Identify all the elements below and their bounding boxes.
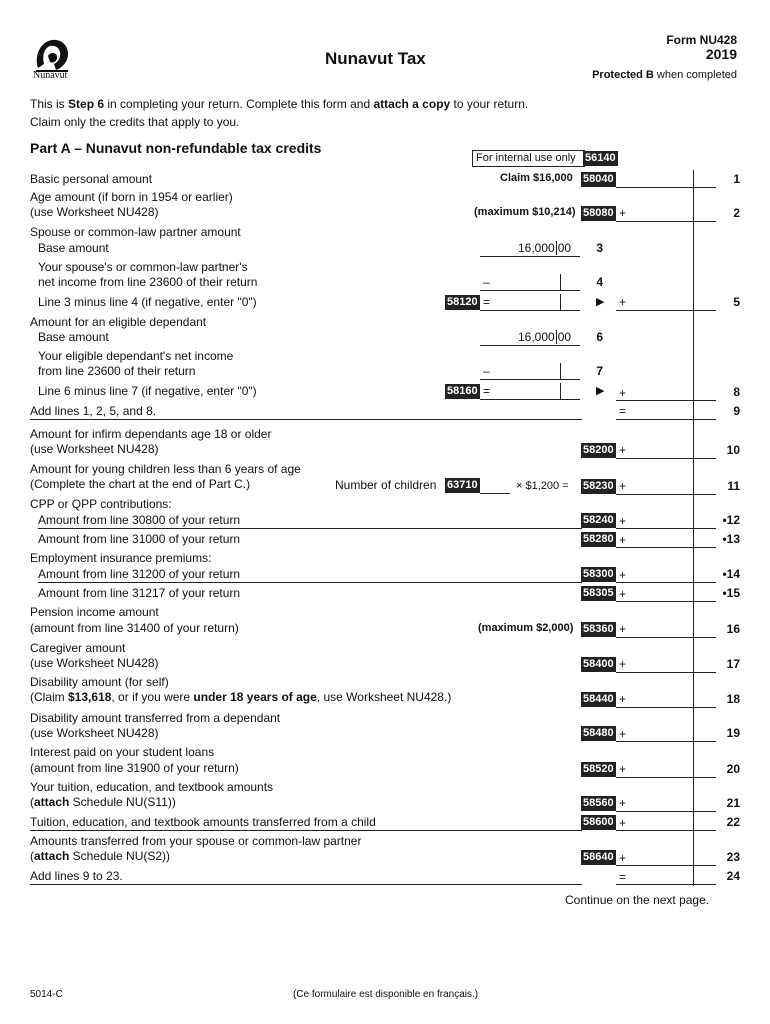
row21-line <box>616 811 716 812</box>
internal-use-code: 56140 <box>585 152 616 164</box>
row23-plus: + <box>619 851 627 865</box>
row1-claim: Claim $16,000 <box>500 172 573 184</box>
row11-children-field[interactable] <box>480 493 510 494</box>
row16-num: 16 <box>726 622 740 636</box>
row11-line <box>616 494 716 495</box>
row15-plus: + <box>619 587 627 601</box>
row12-label: Amount from line 30800 of your return <box>38 513 241 527</box>
row24-line <box>616 884 716 885</box>
row8-line <box>616 400 716 401</box>
row4-label-1: Your spouse's or common-law partner's <box>38 260 248 274</box>
row2-plus: + <box>619 206 627 220</box>
row7-minus: – <box>483 364 490 378</box>
row2-label-1: Age amount (if born in 1954 or earlier) <box>30 190 233 204</box>
row15-num: •15 <box>722 586 740 600</box>
row21-label-2: (attach Schedule NU(S11)) <box>30 795 176 809</box>
row18-label-1: Disability amount (for self) <box>30 675 169 689</box>
row17-num: 17 <box>726 657 740 671</box>
row7-label-2: from line 23600 of their return <box>38 364 196 378</box>
row18-label-2: (Claim $13,618, or if you were under 18 years of age, use Worksheet NU428.) <box>30 690 452 704</box>
row14-label: Amount from line 31200 of your return <box>38 567 241 581</box>
row12-plus: + <box>619 514 627 528</box>
row19-plus: + <box>619 727 627 741</box>
row1-num: 1 <box>733 172 740 186</box>
row8-cents-divider <box>560 383 561 399</box>
row1-label: Basic personal amount <box>30 172 153 186</box>
row1-line <box>616 187 716 188</box>
row24-label: Add lines 9 to 23. <box>30 869 123 883</box>
row19-code: 58480 <box>583 727 614 739</box>
row18-num: 18 <box>726 692 740 706</box>
row21-code: 58560 <box>583 797 614 809</box>
row23-line <box>616 865 716 866</box>
french-note: (Ce formulaire est disponible en français.) <box>293 989 479 1000</box>
row9-separator <box>30 419 582 420</box>
row5-code: 58120 <box>447 296 478 308</box>
row9-equals: = <box>619 404 627 418</box>
row9-num: 9 <box>733 404 740 418</box>
row2-num: 2 <box>733 206 740 220</box>
row8-equals: = <box>483 384 491 398</box>
row17-code: 58400 <box>583 658 614 670</box>
row6-value: 16,000 00 <box>518 330 572 344</box>
row8-arrow-icon: ▶ <box>596 385 605 397</box>
row4-minus: – <box>483 275 490 289</box>
row8-label: Line 6 minus line 7 (if negative, enter "0") <box>38 384 257 398</box>
row7-line <box>480 379 580 380</box>
row5-arrow-icon: ▶ <box>596 296 605 308</box>
row11-code: 58230 <box>583 480 614 492</box>
row8-num: 8 <box>733 385 740 399</box>
row2-label-2: (use Worksheet NU428) <box>30 205 159 219</box>
row3-num: 3 <box>596 241 603 255</box>
row19-label-1: Disability amount transferred from a dependant <box>30 711 281 725</box>
row16-label-1: Pension income amount <box>30 605 159 619</box>
row13-label: Amount from line 31000 of your return <box>38 532 241 546</box>
row10-label-1: Amount for infirm dependants age 18 or older <box>30 427 272 441</box>
row15-line <box>616 601 716 602</box>
form-id: Form NU428 <box>666 33 737 47</box>
row16-line <box>616 637 716 638</box>
row23-num: 23 <box>726 850 740 864</box>
row14-code: 58300 <box>583 568 614 580</box>
row10-label-2: (use Worksheet NU428) <box>30 442 159 456</box>
row5-line <box>616 310 716 311</box>
row7-cents-divider <box>560 363 561 379</box>
page-title: Nunavut Tax <box>325 49 426 68</box>
row14-separator <box>38 582 582 583</box>
row6-line <box>480 345 580 346</box>
row13-code: 58280 <box>583 533 614 545</box>
row1-code: 58040 <box>583 173 614 185</box>
row20-label-2: (amount from line 31900 of your return) <box>30 761 239 775</box>
row10-plus: + <box>619 443 627 457</box>
row4-label-2: net income from line 23600 of their return <box>38 275 258 289</box>
row20-line <box>616 777 716 778</box>
row21-num: 21 <box>726 796 740 810</box>
row18-plus: + <box>619 692 627 706</box>
row20-label-1: Interest paid on your student loans <box>30 745 215 759</box>
protected-status: Protected B when completed <box>592 69 737 81</box>
intro-line-2: Claim only the credits that apply to you. <box>30 115 240 129</box>
internal-use-label: For internal use only <box>472 150 585 167</box>
row22-plus: + <box>619 816 627 830</box>
intro-line-1: This is Step 6 in completing your return. Complete this form and attach a copy to your return. <box>30 97 529 111</box>
row21-plus: + <box>619 796 627 810</box>
row3-value: 16,000 00 <box>518 241 572 255</box>
cpp-heading: CPP or QPP contributions: <box>30 497 172 511</box>
row24-equals: = <box>619 870 627 884</box>
row14-line <box>616 582 716 583</box>
dependant-heading: Amount for an eligible dependant <box>30 315 207 329</box>
row8-plus: + <box>619 386 627 400</box>
row22-num: 22 <box>726 815 740 829</box>
row5-cents-divider <box>560 294 561 310</box>
row24-num: 24 <box>726 869 740 883</box>
row17-label-1: Caregiver amount <box>30 641 126 655</box>
continue-note: Continue on the next page. <box>565 893 710 907</box>
row19-num: 19 <box>726 726 740 740</box>
row5-label: Line 3 minus line 4 (if negative, enter "0") <box>38 295 257 309</box>
row11-children-label: Number of children <box>335 478 437 492</box>
part-a-title: Part A – Nunavut non-refundable tax credits <box>30 140 322 156</box>
row23-label-2: (attach Schedule NU(S2)) <box>30 849 171 863</box>
row16-max: (maximum $2,000) <box>478 622 574 634</box>
row13-line <box>616 547 716 548</box>
row15-label: Amount from line 31217 of your return <box>38 586 241 600</box>
row5-num: 5 <box>733 295 740 309</box>
row19-label-2: (use Worksheet NU428) <box>30 726 159 740</box>
row11-child-code: 63710 <box>447 479 478 491</box>
row22-code: 58600 <box>583 816 614 828</box>
row11-num: 11 <box>727 479 740 493</box>
row16-label-2: (amount from line 31400 of your return) <box>30 621 239 635</box>
row14-plus: + <box>619 568 627 582</box>
row15-code: 58305 <box>583 587 614 599</box>
row18-code: 58440 <box>583 693 614 705</box>
row8-sub-line <box>480 399 580 400</box>
row20-code: 58520 <box>583 763 614 775</box>
row4-num: 4 <box>596 275 603 289</box>
row17-plus: + <box>619 657 627 671</box>
row13-num: •13 <box>722 532 740 546</box>
row7-num: 7 <box>596 364 603 378</box>
row16-plus: + <box>619 622 627 636</box>
row17-label-2: (use Worksheet NU428) <box>30 656 159 670</box>
row20-num: 20 <box>726 762 740 776</box>
row2-line <box>616 221 716 222</box>
row11-plus: + <box>619 479 627 493</box>
row21-label-1: Your tuition, education, and textbook amounts <box>30 780 274 794</box>
row10-line <box>616 458 716 459</box>
row23-code: 58640 <box>583 851 614 863</box>
spouse-heading: Spouse or common-law partner amount <box>30 225 241 239</box>
row19-line <box>616 741 716 742</box>
row10-num: 10 <box>726 443 740 457</box>
row3-label: Base amount <box>38 241 109 255</box>
row17-line <box>616 672 716 673</box>
row5-plus: + <box>619 295 627 309</box>
row22-separator <box>30 830 582 831</box>
row14-num: •14 <box>722 567 740 581</box>
row11-multiplier: × $1,200 = <box>516 480 569 492</box>
row5-sub-line <box>480 310 580 311</box>
row10-code: 58200 <box>583 444 614 456</box>
row12-line <box>616 528 716 529</box>
form-year: 2019 <box>705 46 737 62</box>
row16-code: 58360 <box>583 623 614 635</box>
row13-plus: + <box>619 533 627 547</box>
row12-code: 58240 <box>583 514 614 526</box>
row6-label: Base amount <box>38 330 109 344</box>
ei-heading: Employment insurance premiums: <box>30 551 212 565</box>
row5-equals: = <box>483 295 491 309</box>
row3-line <box>480 256 580 257</box>
row20-plus: + <box>619 762 627 776</box>
row9-label: Add lines 1, 2, 5, and 8. <box>30 404 157 418</box>
row6-num: 6 <box>596 330 603 344</box>
logo-text: Nunavut <box>33 70 68 81</box>
row18-line <box>616 707 716 708</box>
row12-separator <box>38 528 582 529</box>
row4-line <box>480 290 580 291</box>
row2-code: 58080 <box>583 207 614 219</box>
row8-code: 58160 <box>447 385 478 397</box>
row12-num: •12 <box>722 513 740 527</box>
row23-label-1: Amounts transferred from your spouse or common-law partner <box>30 834 362 848</box>
row11-label-2: (Complete the chart at the end of Part C.) <box>30 477 251 491</box>
row4-cents-divider <box>560 274 561 290</box>
row2-max: (maximum $10,214) <box>474 206 576 218</box>
form-code: 5014-C <box>30 989 63 1000</box>
row11-label-1: Amount for young children less than 6 years of age <box>30 462 301 476</box>
row22-line <box>616 830 716 831</box>
row24-separator <box>30 884 582 885</box>
row9-line <box>616 419 716 420</box>
row22-label: Tuition, education, and textbook amounts transferred from a child <box>30 815 376 829</box>
row7-label-1: Your eligible dependant's net income <box>38 349 234 363</box>
